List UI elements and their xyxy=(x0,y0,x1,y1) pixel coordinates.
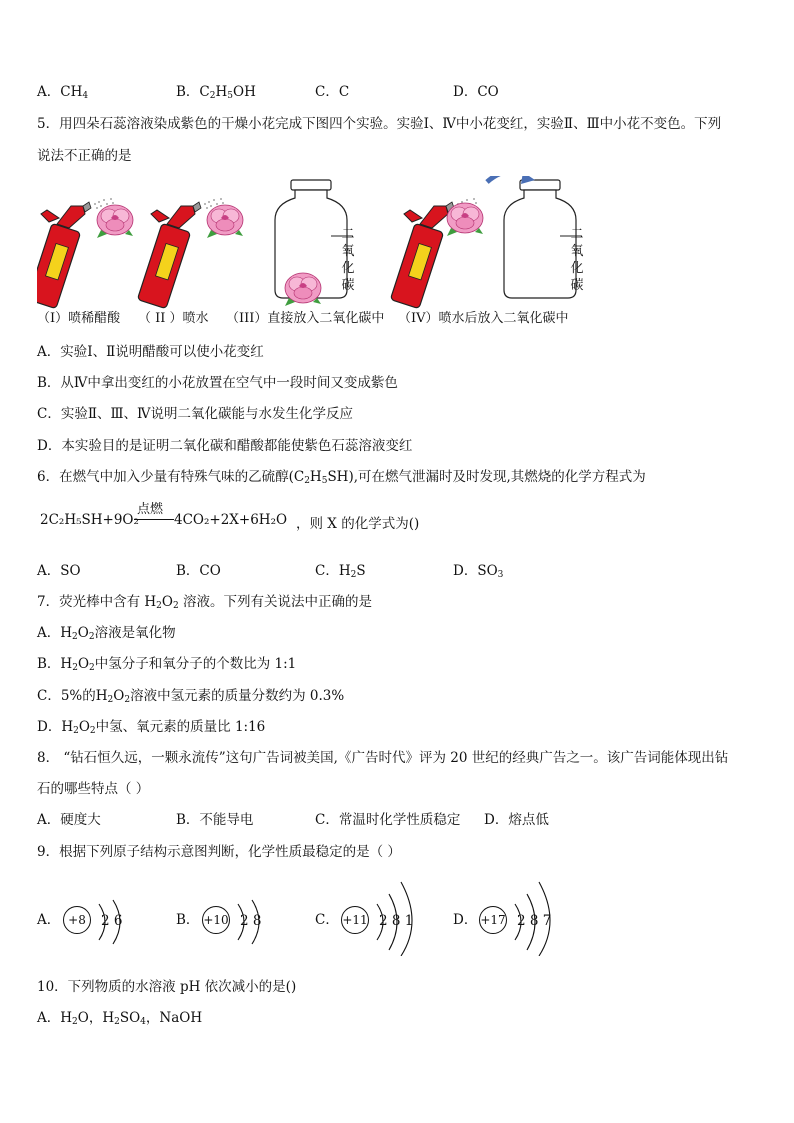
q8-option-c: C．常温时化学性质稳定 xyxy=(315,812,461,828)
option-text: CO xyxy=(477,84,499,100)
q6-stem-text-b: H xyxy=(309,469,322,485)
text-run: 溶液。下列有关说法中正确的是 xyxy=(178,594,372,610)
text-run: O xyxy=(113,688,125,704)
q6-option-a xyxy=(37,562,81,580)
subscript: 2 xyxy=(172,601,179,611)
subscript: 2 xyxy=(89,726,96,736)
text-run: O xyxy=(77,625,89,641)
q4-option-b xyxy=(176,83,256,101)
subscript: 2 xyxy=(209,91,216,101)
subscript: 5 xyxy=(227,91,234,101)
q5-caption-ii: （ II ）喷水 xyxy=(138,311,209,326)
text-run: O xyxy=(161,594,173,610)
text-run: A．H xyxy=(37,625,73,641)
q9-electrons: 2 8 xyxy=(240,913,262,929)
q6-stem-text-c: SH),可在燃气泄漏时及时发现,其燃烧的化学方程式为 xyxy=(327,469,646,485)
subscript: 4 xyxy=(82,91,89,101)
text-run: 中氢、氧元素的质量比 1:16 xyxy=(95,719,266,735)
q6-option-b xyxy=(176,562,221,580)
text-run: O xyxy=(77,656,90,672)
q6-eq-arrow xyxy=(134,519,174,520)
q6-eq-left: 2C₂H₅SH+9O₂ xyxy=(40,512,139,528)
q8-option-d: D．熔点低 xyxy=(484,812,549,828)
co2-char: 碳 xyxy=(570,278,584,293)
subscript: 2 xyxy=(72,1017,78,1027)
subscript: 2 xyxy=(114,1017,120,1027)
q7-stem xyxy=(37,593,372,611)
q5-co2-label-iv xyxy=(569,226,585,294)
subscript: 2 xyxy=(107,695,114,705)
q5-caption-iv: （IV）喷水后放入二氧化碳中 xyxy=(398,311,569,326)
co2-char: 氧 xyxy=(570,244,584,259)
subscript: 3 xyxy=(497,570,504,580)
co2-char: 化 xyxy=(341,261,355,276)
option-text: SO xyxy=(60,563,81,579)
q6-eq-right: 4CO₂+2X+6H₂O xyxy=(174,512,288,528)
subscript: 2 xyxy=(350,570,357,580)
q5-figure-drawing xyxy=(37,176,597,311)
subscript: 2 xyxy=(89,663,95,673)
option-letter: A． xyxy=(37,563,61,579)
q9-atom-letter: D． xyxy=(453,912,478,928)
q9-atom-letter: A． xyxy=(37,912,61,928)
option-text: C xyxy=(199,84,210,100)
q9-nucleus: +8 xyxy=(63,906,91,934)
text-run: B．H xyxy=(37,656,73,672)
q9-electrons: 2 6 xyxy=(101,913,123,929)
option-text: S xyxy=(356,563,366,579)
text-run: C．5%的H xyxy=(37,688,108,704)
option-letter: B． xyxy=(176,84,200,100)
option-letter: C． xyxy=(315,84,339,100)
q9-atom-d xyxy=(453,876,573,956)
q5-experiment-figure xyxy=(37,176,597,331)
q7-option-d xyxy=(37,718,265,736)
q9-atom-a xyxy=(37,876,147,956)
subscript: 4 xyxy=(140,1017,146,1027)
q6-stem-sub: 2 xyxy=(304,476,310,486)
subscript: 2 xyxy=(72,632,78,642)
q8-option-a: A．硬度大 xyxy=(37,812,101,828)
subscript: 2 xyxy=(156,601,162,611)
co2-char: 氧 xyxy=(341,244,355,259)
subscript: 2 xyxy=(73,726,79,736)
q9-electrons: 2 8 7 xyxy=(517,913,552,929)
text-run: O，H xyxy=(77,1010,115,1026)
q6-chemical-equation xyxy=(40,502,560,546)
q9-atom-b xyxy=(176,876,286,956)
option-letter: D． xyxy=(453,563,478,579)
q6-stem-sub: 5 xyxy=(321,476,328,486)
q8-option-b: B．不能导电 xyxy=(176,812,254,828)
option-text: H xyxy=(215,84,228,100)
subscript: 2 xyxy=(88,632,95,642)
q9-nucleus: +11 xyxy=(341,906,369,934)
text-run: 溶液中氢元素的质量分数约为 0.3% xyxy=(130,688,345,704)
text-run: SO xyxy=(119,1010,141,1026)
q9-stem: 9．根据下列原子结构示意图判断，化学性质最稳定的是（ ） xyxy=(37,844,401,860)
option-letter: A． xyxy=(37,84,61,100)
q5-option-b: B．从Ⅳ中拿出变红的小花放置在空气中一段时间又变成紫色 xyxy=(37,375,398,391)
option-letter: B． xyxy=(176,563,200,579)
q5-caption-iii: （III）直接放入二氧化碳中 xyxy=(226,311,385,326)
q4-option-a xyxy=(37,83,88,101)
q4-option-c xyxy=(315,83,349,101)
text-run: ，NaOH xyxy=(145,1010,203,1026)
option-text: C xyxy=(338,84,350,100)
q4-option-d xyxy=(453,83,499,101)
option-text: CO xyxy=(199,563,221,579)
q5-stem-line2: 说法不正确的是 xyxy=(37,148,132,164)
q6-eq-tail: ，则 X 的化学式为() xyxy=(296,516,420,532)
text-run: O xyxy=(78,719,90,735)
q7-option-a xyxy=(37,624,176,642)
q9-atom-letter: C． xyxy=(315,912,339,928)
q10-option-a xyxy=(37,1009,202,1027)
text-run: D．H xyxy=(37,719,74,735)
q7-option-c xyxy=(37,687,344,705)
q9-electrons: 2 8 1 xyxy=(379,913,414,929)
q8-stem-line2: 石的哪些特点（ ） xyxy=(37,781,150,797)
q5-option-a: A．实验Ⅰ、Ⅱ说明醋酸可以使小花变红 xyxy=(37,344,264,360)
q9-nucleus: +10 xyxy=(202,906,230,934)
q6-eq-condition: 点燃 xyxy=(137,502,164,517)
co2-char: 碳 xyxy=(341,278,355,293)
q9-nucleus: +17 xyxy=(479,906,507,934)
option-text: OH xyxy=(233,84,256,100)
q10-stem: 10．下列物质的水溶液 pH 依次减小的是() xyxy=(37,979,297,995)
q5-option-d: D．本实验目的是证明二氧化碳和醋酸都能使紫色石蕊溶液变红 xyxy=(37,438,413,454)
co2-char: 化 xyxy=(570,261,584,276)
q6-stem xyxy=(37,468,646,486)
q5-stem-line1: 5．用四朵石蕊溶液染成紫色的干燥小花完成下图四个实验。实验Ⅰ、Ⅳ中小花变红，实验Ⅱ、Ⅲ中小花不变色。下列 xyxy=(37,116,722,132)
co2-char: 二 xyxy=(570,227,584,242)
co2-char: 二 xyxy=(341,227,355,242)
subscript: 2 xyxy=(124,695,131,705)
q6-option-c xyxy=(315,562,366,580)
subscript: 2 xyxy=(72,663,78,673)
q9-atom-c xyxy=(315,876,435,956)
q6-option-d xyxy=(453,562,503,580)
option-text: H xyxy=(338,563,351,579)
q6-stem-text-a: 6．在燃气中加入少量有特殊气味的乙硫醇(C xyxy=(37,469,305,485)
text-run: 中氢分子和氧分子的个数比为 1:1 xyxy=(94,656,297,672)
q5-caption-i: （I）喷稀醋酸 xyxy=(37,311,121,326)
q7-option-b xyxy=(37,655,296,673)
q8-stem-line1: 8． “钻石恒久远，一颗永流传”这句广告词被美国,《广告时代》评为 20 世纪的经典广告之一。该广告词能体现出钻 xyxy=(37,750,729,766)
q5-option-c: C．实验Ⅱ、Ⅲ、Ⅳ说明二氧化碳能与水发生化学反应 xyxy=(37,406,354,422)
text-run: 溶液是氧化物 xyxy=(94,625,176,641)
option-text: SO xyxy=(477,563,498,579)
option-letter: D． xyxy=(453,84,478,100)
option-text: CH xyxy=(60,84,83,100)
text-run: 7．荧光棒中含有 H xyxy=(37,594,157,610)
text-run: A．H xyxy=(37,1010,73,1026)
q9-atom-letter: B． xyxy=(176,912,200,928)
q5-co2-label-iii xyxy=(340,226,356,294)
option-letter: C． xyxy=(315,563,339,579)
